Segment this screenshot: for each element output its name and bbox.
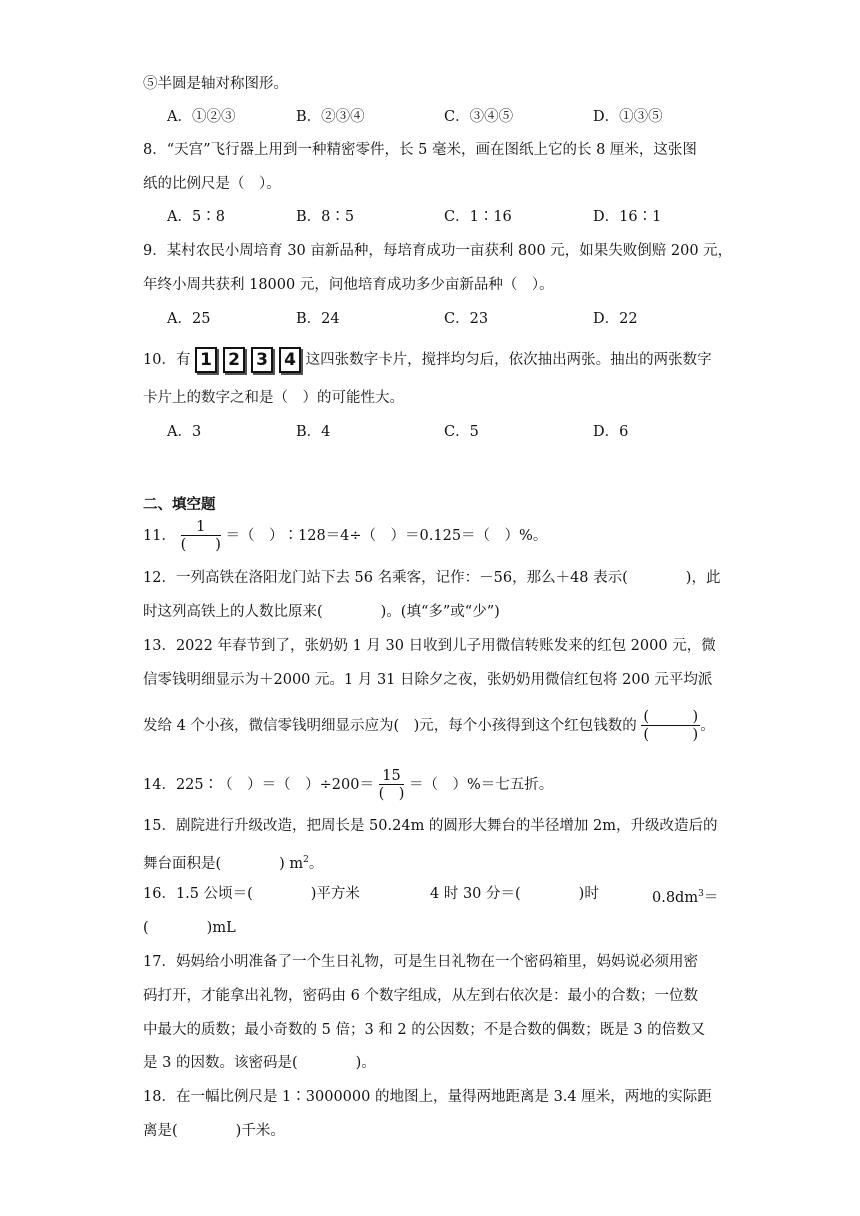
q9-option-d: D．22 bbox=[593, 311, 638, 327]
q11-fraction bbox=[181, 519, 221, 554]
q10-option-a: A．3 bbox=[167, 424, 202, 440]
q8-option-d: D．16∶1 bbox=[593, 209, 662, 225]
q17-line-3: 中最大的质数；最小奇数的 5 倍；3 和 2 的公因数；不是合数的偶数；既是 3 的倍数又 bbox=[143, 1022, 706, 1038]
q17-line-2: 码打开，才能拿出礼物，密码由 6 个数字组成，从左到右依次是：最小的合数；一位数 bbox=[143, 988, 698, 1004]
q18-line-1: 18．在一幅比例尺是 1∶3000000 的地图上，量得两地距离是 3.4 厘米，两地的实际距 bbox=[143, 1089, 712, 1105]
q15-line-2-end: 。 bbox=[308, 855, 324, 872]
q15-line-1: 15．剧院进行升级改造，把周长是 50.24m 的圆形大舞台的半径增加 2m，升级改造后的 bbox=[143, 818, 718, 834]
q14-text: ＝（ ）%＝七五折。 bbox=[409, 777, 554, 793]
q10-line-1-text: 这四张数字卡片，搅拌均匀后，依次抽出两张。抽出的两张数字 bbox=[305, 352, 712, 368]
q7-option-b: B．②③④ bbox=[296, 109, 365, 125]
q12-line-2: 时这列高铁上的人数比原来( )。(填“多”或“少”) bbox=[143, 604, 500, 620]
q14-fraction-numerator: 15 bbox=[379, 768, 405, 785]
q18-line-2: 离是( )千米。 bbox=[143, 1123, 285, 1139]
q9-line-1: 9．某村农民小周培育 30 亩新品种，每培育成功一亩获利 800 元，如果失败倒赔 200 元， bbox=[143, 243, 733, 259]
q10-prefix: 10．有 bbox=[143, 352, 191, 368]
q13-fraction bbox=[641, 709, 700, 744]
q13-fraction-numerator: ( ) bbox=[643, 708, 699, 725]
q8-line-2: 纸的比例尺是（ ）。 bbox=[143, 176, 281, 192]
q10-option-b: B．4 bbox=[296, 424, 331, 440]
number-card-4: 4 bbox=[279, 347, 301, 373]
q16-part-c-end: ＝ bbox=[703, 889, 719, 906]
q7-statement-5: ⑤半圆是轴对称图形。 bbox=[143, 76, 288, 92]
q14-prefix: 14．225∶（ ）＝（ ）÷200＝ bbox=[143, 777, 374, 793]
q11-line bbox=[143, 518, 547, 554]
q11-fraction-denominator: ( ) bbox=[180, 536, 221, 553]
q9-option-c: C．23 bbox=[444, 311, 489, 327]
q13-line-1: 13．2022 年春节到了，张奶奶 1 月 30 日收到儿子用微信转账发来的红包 2000 元，微 bbox=[143, 638, 716, 654]
q14-fraction-denominator: ( ) bbox=[378, 785, 405, 802]
q8-option-a: A．5∶8 bbox=[167, 209, 225, 225]
q14-fraction bbox=[379, 768, 405, 803]
q11-prefix: 11． bbox=[143, 528, 176, 544]
q10-option-d: D．6 bbox=[593, 424, 629, 440]
q9-option-b: B．24 bbox=[296, 311, 340, 327]
q9-line-2: 年终小周共获利 18000 元，问他培育成功多少亩新品种（ ）。 bbox=[143, 277, 554, 293]
q16-part-c bbox=[652, 884, 718, 908]
q10-option-c: C．5 bbox=[444, 424, 479, 440]
q13-fraction-denominator: ( ) bbox=[643, 726, 699, 743]
q15-line-2 bbox=[143, 850, 323, 874]
q13-end: 。 bbox=[700, 718, 715, 734]
q12-line-1: 12．一列高铁在洛阳龙门站下去 56 名乘客，记作：－56，那么＋48 表示( )，此 bbox=[143, 570, 721, 586]
q10-line-1 bbox=[143, 346, 712, 374]
q7-option-d: D．①③⑤ bbox=[593, 109, 663, 125]
number-card-2: 2 bbox=[223, 347, 245, 373]
q9-option-a: A．25 bbox=[167, 311, 211, 327]
q15-unit-exponent: 2 bbox=[303, 855, 309, 865]
q7-option-a: A．①②③ bbox=[167, 109, 236, 125]
section-heading: 二、填空题 bbox=[143, 496, 216, 513]
q10-line-2: 卡片上的数字之和是（ ）的可能性大。 bbox=[143, 390, 404, 406]
q17-line-1: 17．妈妈给小明准备了一个生日礼物，可是生日礼物在一个密码箱里，妈妈说必须用密 bbox=[143, 954, 698, 970]
q11-text: ＝（ ）∶128＝4÷（ ）＝0.125＝（ ）%。 bbox=[225, 528, 548, 544]
q8-line-1: 8．“天宫”飞行器上用到一种精密零件，长 5 毫米，画在图纸上它的长 8 厘米，这张图 bbox=[143, 142, 697, 158]
q8-option-b: B．8∶5 bbox=[296, 209, 355, 225]
q17-line-4: 是 3 的因数。该密码是( )。 bbox=[143, 1055, 376, 1071]
q14-line bbox=[143, 767, 553, 803]
q8-option-c: C．1∶16 bbox=[444, 209, 512, 225]
q16-part-c-text: 0.8dm bbox=[652, 889, 699, 906]
q16-part-b: 4 时 30 分＝( )时 bbox=[430, 886, 599, 902]
q16-line-2: ( )mL bbox=[143, 920, 236, 936]
q15-line-2-text: 舞台面积是( ) m bbox=[143, 855, 304, 872]
q13-line-3 bbox=[143, 706, 715, 746]
number-card-1: 1 bbox=[195, 347, 217, 373]
q16-part-a: 16．1.5 公顷＝( )平方米 bbox=[143, 886, 360, 902]
number-card-3: 3 bbox=[251, 347, 273, 373]
q7-option-c: C．③④⑤ bbox=[444, 109, 514, 125]
q16-unit-exponent: 3 bbox=[698, 889, 704, 899]
q13-line-3-text: 发给 4 个小孩，微信零钱明细显示应为( )元，每个小孩得到这个红包钱数的 bbox=[143, 718, 637, 734]
q11-fraction-numerator: 1 bbox=[181, 519, 221, 536]
q13-line-2: 信零钱明细显示为＋2000 元。1 月 31 日除夕之夜，张奶奶用微信红包将 200 元平均派 bbox=[143, 672, 713, 688]
